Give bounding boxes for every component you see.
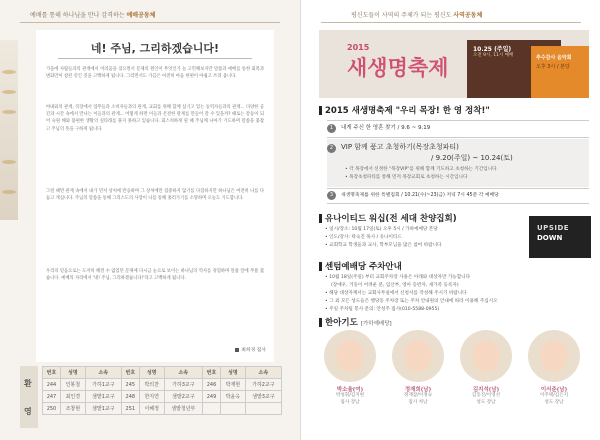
table-cell: 248 <box>121 391 139 403</box>
col-header: 번호 <box>121 367 139 379</box>
left-header-text: 예배를 통해 하나님을 만나 감격하는 <box>30 12 125 19</box>
divider <box>327 203 589 204</box>
col-header: 번호 <box>43 367 61 379</box>
banner-logo: 새생명축제 <box>347 55 449 80</box>
baby-card <box>387 330 449 406</box>
line-text: 주일 주차팀 봉사 문의: 안성주 집사(010-5588-0955) <box>329 307 440 312</box>
step-number: 1 <box>327 124 336 133</box>
signature-name: 최희경 집사 <box>241 348 266 353</box>
festival-item <box>327 123 589 133</box>
line-text: 교회학교 학생들과 교사, 학부모님을 많은 참여 바랍니다 <box>329 243 442 248</box>
baby-parents: 박성휘/김지현 <box>335 393 365 398</box>
line-text: 일시/장소: 10월 17일(토) 오후 5시 / 가하예배당 본당 <box>329 227 438 232</box>
table-header-row <box>43 367 282 379</box>
baby-relation: 집사 장남 <box>340 399 360 405</box>
table-cell: 246 <box>203 379 221 391</box>
right-header <box>351 10 482 19</box>
parking-line: • 주일 주차팀 봉사 문의: 안성주 집사(010-5588-0955) <box>325 307 440 312</box>
table-row <box>43 379 282 391</box>
table-cell: 가하2교구 <box>245 379 281 391</box>
banner-concert-sub: 오후 3시 / 본당 <box>536 64 570 70</box>
section-bar-icon <box>319 318 322 327</box>
festival-item-sub: / 9.20(주일) ~ 10.24(토) <box>431 154 513 162</box>
line-text: (장애우, 거동이 어려운 분, 임산부, 영아 동반자, 새가족 등록자) <box>331 283 459 288</box>
table-cell <box>245 403 281 415</box>
baby-parents: 이주택/김은지 <box>539 393 569 398</box>
table-cell: 샘밭1교구 <box>85 391 121 403</box>
babies-title-text: 한아기도 <box>325 318 358 328</box>
festival-item-text: VIP 함께 품고 초청하기(목장초청파티) <box>341 143 459 151</box>
divider <box>327 188 589 189</box>
col-header: 번호 <box>203 367 221 379</box>
baby-card <box>319 330 381 406</box>
parking-title-text: 센텀예배당 주차안내 <box>325 262 402 272</box>
line-text: 그 외 모든 성도들은 행당동 주차장 또는 주차 안내원의 안내에 따라 이용해 주십시오 <box>329 299 498 304</box>
table-cell: 244 <box>43 379 61 391</box>
festival-item <box>327 142 589 153</box>
upside-top-text: UPSIDE <box>537 224 570 232</box>
col-header: 소속 <box>245 367 281 379</box>
baby-face-icon <box>336 340 364 372</box>
united-worship-title <box>319 212 457 224</box>
section-bar-icon <box>319 106 322 115</box>
section-bar-icon <box>319 262 322 271</box>
title-divider <box>58 58 252 59</box>
table-cell: 조창현 <box>60 403 85 415</box>
baby-name: 정재희(남) <box>404 387 432 393</box>
united-worship-line: • 일시/장소: 10월 17일(토) 오후 5시 / 가하예배당 본당 <box>325 227 438 232</box>
baby-relation: 성도 장남 <box>476 399 496 405</box>
parking-line: • 그 외 모든 성도들은 행당동 주차장 또는 주차 안내원의 안내에 따라 이용해 주십시오 <box>325 299 498 304</box>
col-header: 성명 <box>220 367 245 379</box>
parking-line <box>331 282 599 289</box>
festival-section-title <box>319 104 490 116</box>
table-cell: 박의찬 <box>139 379 164 391</box>
col-header: 성명 <box>60 367 85 379</box>
festival-note: • 각 목장에서 선정한 "목장VIP"를 위해 함께 기도하고 초청하는 기간입니다 <box>345 167 497 172</box>
banner-concert-panel <box>531 46 589 98</box>
decorative-wheat-band <box>0 40 18 220</box>
festival-item-text: 새생명축제를 위한 특별집회 / 10.21(수)~23(금) 저녁 7시 45분 각 예배당 <box>341 193 499 198</box>
upside-down-image <box>529 216 591 258</box>
banner-date: 10.25 (주일) <box>473 46 512 53</box>
table-row <box>43 403 282 415</box>
baby-relation: 성도 장남 <box>544 399 564 405</box>
banner-time: 오전 9시, 11시 예배 <box>473 53 514 58</box>
col-header: 소속 <box>164 367 202 379</box>
baby-name: 김지석(남) <box>472 387 500 393</box>
label-char: 환 <box>24 379 32 388</box>
table-cell: 샘밭3교구 <box>245 391 281 403</box>
baby-parents: 정재갑/이정숙 <box>403 393 433 398</box>
table-cell: 최인경 <box>60 391 85 403</box>
united-worship-line: • 인도/강사: 곽숙진 목사 / 유나이티드 <box>325 235 402 240</box>
grain-decoration <box>2 70 16 74</box>
section-bar-icon <box>319 214 322 223</box>
parking-line: • 10월 18일(주일) 부터 교회주차장 사용은 아래와 대상자만 가능합니다 <box>325 275 471 280</box>
festival-banner <box>319 30 589 98</box>
new-members-section <box>20 366 284 428</box>
right-header-strong: 사역공동체 <box>453 12 483 19</box>
note-text: 각 목장에서 선정한 "목장VIP"를 위해 함께 기도하고 초청하는 기간입니다 <box>349 167 497 172</box>
baby-photo <box>324 330 376 382</box>
baby-card <box>523 330 585 406</box>
upside-bottom-text: DOWN <box>537 234 563 242</box>
grain-decoration <box>2 190 16 194</box>
banner-concert-title: 추수감사 음악회 <box>536 55 572 61</box>
table-cell: 샘밭2교구 <box>164 391 202 403</box>
right-header-rule <box>321 22 581 23</box>
label-char: 영 <box>24 407 32 416</box>
baby-face-icon <box>472 340 500 372</box>
table-cell: 245 <box>121 379 139 391</box>
table-cell: 249 <box>203 391 221 403</box>
article-paragraph: 가을에 사람들과의 관계에서 어려움을 겪으면서 문제의 원인이 무엇인가 늘 고민해보지만 말씀과 예배를 통한 회복과 변화만이 참된 길인 것을 고백하게 됩니다. 그러면서도 가끔은 여전히 마음 한편이 아쉽고 쓰려 옵니다. <box>46 67 264 80</box>
table-cell <box>220 403 245 415</box>
divider <box>327 137 589 138</box>
new-members-table <box>42 366 282 415</box>
right-page <box>300 0 600 440</box>
table-cell: 251 <box>121 403 139 415</box>
table-cell: 박윤옥 <box>220 391 245 403</box>
babies-section-title <box>319 316 392 328</box>
baby-photo <box>392 330 444 382</box>
table-cell: 인봉철 <box>60 379 85 391</box>
table-cell: 247 <box>43 391 61 403</box>
festival-title-text: 2015 새생명축제 "우리 목장! 한 영 정착!" <box>325 106 490 116</box>
baby-parents: 김동진/이영선 <box>471 393 501 398</box>
parking-section-title <box>319 260 402 272</box>
table-cell: 가하1교구 <box>85 379 121 391</box>
table-cell: 한지연 <box>139 391 164 403</box>
table-row <box>43 391 282 403</box>
baby-name: 이서준(남) <box>540 387 568 393</box>
united-worship-line: • 교회학교 학생들과 교사, 학부모님을 많은 참여 바랍니다 <box>325 243 442 248</box>
festival-item <box>327 191 589 200</box>
baby-face-icon <box>540 340 568 372</box>
grain-decoration <box>2 160 16 164</box>
united-worship-title-text: 유나이티드 워십(전 세대 찬양집회) <box>325 214 457 224</box>
table-cell: 이혜정 <box>139 403 164 415</box>
article-paragraph: 우리의 믿음으로는 도저히 해결 수 없었던 문제에 다시금 눈으로 보이는 하나님의 역사를 경험하며 말씀 앞에 무릎 꿇습니다. 예배의 자리에서 '네! 주님, 그리하겠습니다!'라고 고백하게 됩니다. <box>46 269 264 282</box>
right-header-text: 평신도들이 사역의 주체가 되는 평신도 <box>351 12 452 19</box>
table-cell <box>203 403 221 415</box>
note-text: 목장초청파티를 통해 먼저 목장교회로 초청하는 시간입니다 <box>349 175 468 180</box>
article-title: 네! 주님, 그리하겠습니다! <box>90 42 220 55</box>
line-text: 해당 대상자께서는 교회사무실에서 신청서를 작성해 주시기 바랍니다 <box>329 291 467 296</box>
table-cell: 샘밭청년부 <box>164 403 202 415</box>
baby-face-icon <box>404 340 432 372</box>
line-text: 인도/강사: 곽숙진 목사 / 유나이티드 <box>329 235 402 240</box>
baby-photo <box>528 330 580 382</box>
table-cell: 250 <box>43 403 61 415</box>
banner-year: 2015 <box>347 43 370 52</box>
festival-item-text: 내게 주신 한 영혼 찾기 / 9.6 ~ 9.19 <box>341 125 431 131</box>
grain-decoration <box>2 110 16 114</box>
baby-name: 박소율(여) <box>336 387 364 393</box>
col-header: 소속 <box>85 367 121 379</box>
step-number: 3 <box>327 191 336 200</box>
divider <box>327 120 589 121</box>
babies-tag: [가하예배당] <box>360 321 392 327</box>
babies-grid <box>319 330 589 440</box>
baby-card <box>455 330 517 406</box>
article-paragraph: 아내와의 관계, 직장에서 업무들과 소비자들과의 관계, 교회를 위해 함께 섬기고 있는 동역자들과의 관계... 다양한 공간과 시간 속에서 만나는 이들과의 관계... 어떻게 하면 이들과 온전한 관계를 만들어 갈 수 있을까? 때로는 갈등이 되어 숙원 해와 불편한 생활의 실타래를 풀지 못하고 있습니다. 회스쳐하게 될 때 주님께 나아가 기도하며 말씀을 붙잡고 주님의 뜻을 구하게 됩니다. <box>46 105 264 132</box>
article-paragraph: 그럴 때면 관계 속에서 내가 먼저 상처에 반응하며 그 상처에만 집중하지 않기를 다짐하지만 하나님은 여전히 나를 다듬고 계십니다. 주님의 말씀을 통해 그리스도의 사랑이 나를 통해 흘러가기를 소망하며 오늘도 기도합니다. <box>46 189 264 202</box>
left-header <box>30 10 155 19</box>
table-cell: 샘밭1교구 <box>85 403 121 415</box>
table-cell: 가하3교구 <box>164 379 202 391</box>
step-number: 2 <box>327 144 336 153</box>
square-bullet-icon <box>235 348 239 352</box>
parking-line: • 해당 대상자께서는 교회사무실에서 신청서를 작성해 주시기 바랍니다 <box>325 291 467 296</box>
festival-note: • 목장초청파티를 통해 먼저 목장교회로 초청하는 시간입니다 <box>345 175 468 180</box>
line-text: 10월 18일(주일) 부터 교회주차장 사용은 아래와 대상자만 가능합니다 <box>329 275 471 280</box>
table-cell: 박재현 <box>220 379 245 391</box>
new-members-label <box>20 366 38 428</box>
baby-photo <box>460 330 512 382</box>
col-header: 성명 <box>139 367 164 379</box>
left-header-rule <box>20 22 280 23</box>
baby-relation: 집사 차남 <box>408 399 428 405</box>
grain-decoration <box>2 90 16 94</box>
article-signature <box>235 346 266 353</box>
left-header-strong: 예배공동체 <box>126 12 156 19</box>
